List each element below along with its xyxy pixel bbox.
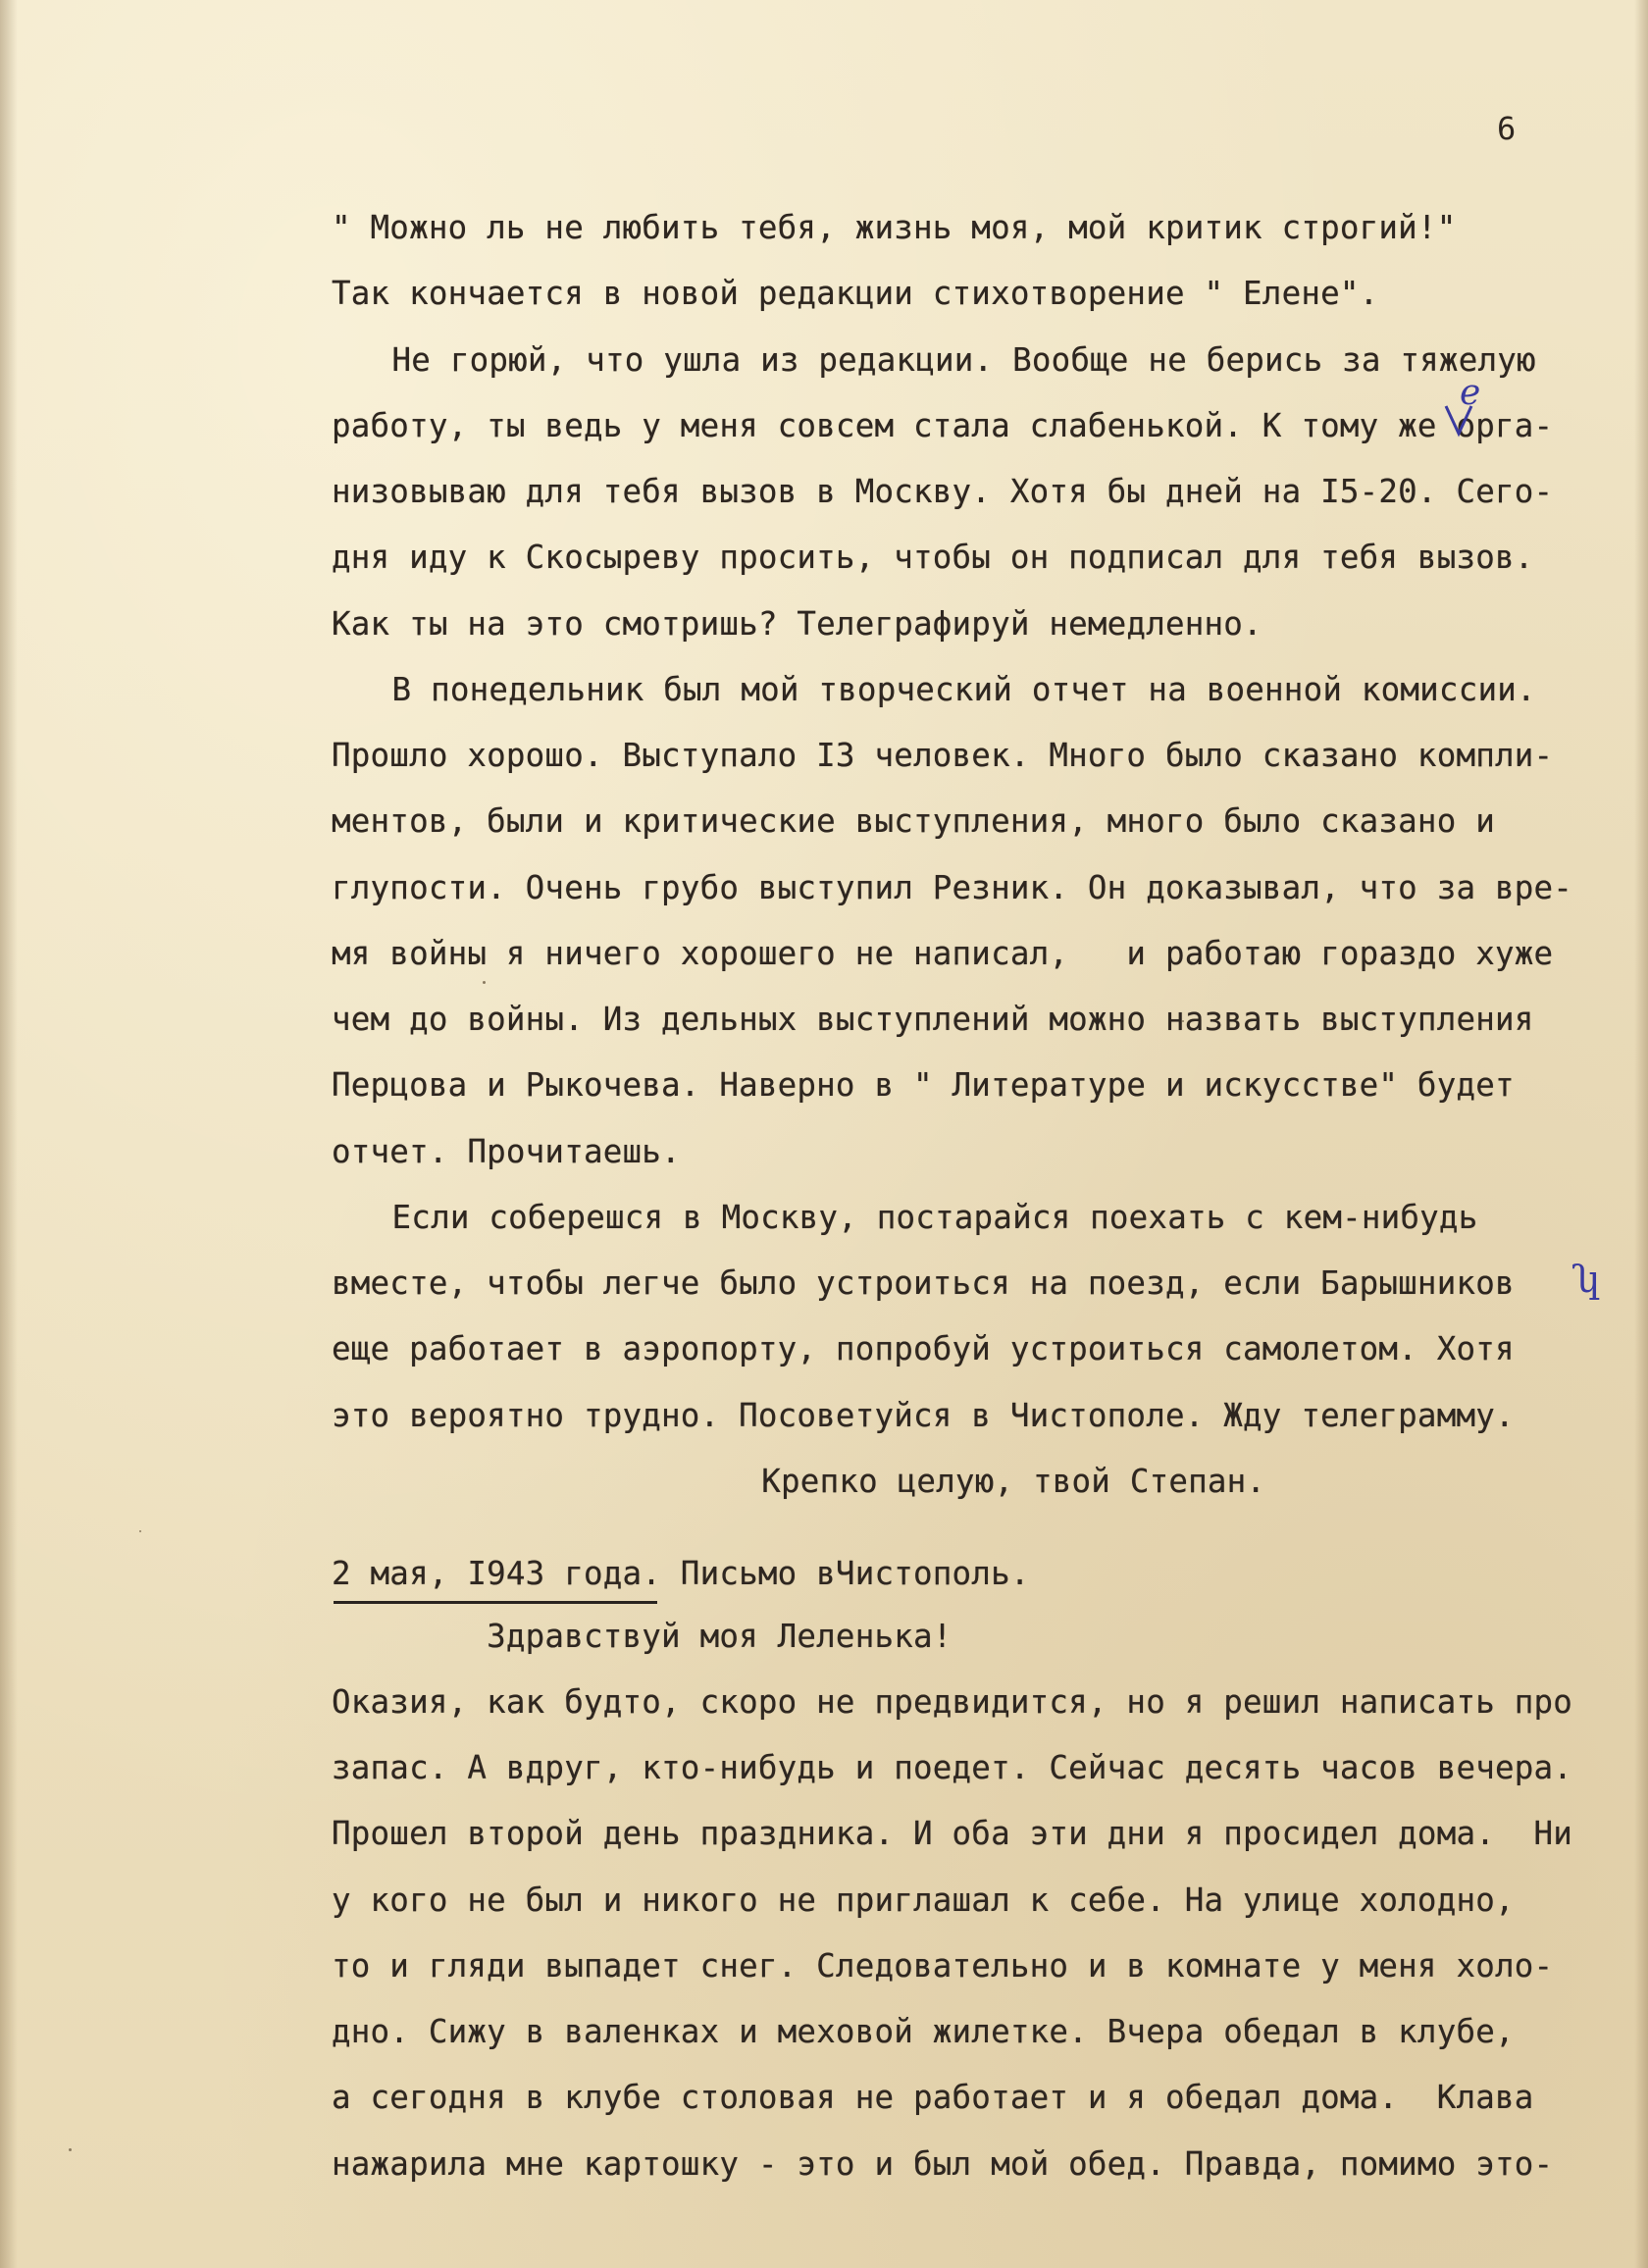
text-line: глупости. Очень грубо выступил Резник. Он доказывал, что за вре- xyxy=(332,869,1573,906)
text-line: работу, ты ведь у меня совсем стала слабенькой. К тому же орга- xyxy=(332,407,1554,444)
signature-line: Крепко целую, твой Степан. xyxy=(451,1463,1266,1500)
handwritten-margin-mark: ʮ xyxy=(1571,1258,1601,1301)
paper-speck xyxy=(139,1530,141,1532)
text-line: это вероятно трудно. Посоветуйся в Чистополе. Жду телеграмму. xyxy=(332,1397,1515,1434)
page-number: 6 xyxy=(1497,110,1517,147)
text-line: чем до войны. Из дельных выступлений можно назвать выступления xyxy=(332,1001,1534,1038)
paper-speck xyxy=(69,2148,72,2151)
text-line: ментов, были и критические выступления, много было сказано и xyxy=(332,802,1495,840)
text-line: Так кончается в новой редакции стихотворение " Елене". xyxy=(332,275,1379,312)
text-line: Как ты на это смотришь? Телеграфируй немедленно. xyxy=(332,605,1262,643)
text-line: Прошел второй день праздника. И оба эти дни я просидел дома. Ни xyxy=(332,1815,1573,1852)
text-line: Перцова и Рыкочева. Наверно в " Литературе и искусстве" будет xyxy=(332,1066,1515,1104)
text-line: мя войны я ничего хорошего не написал, и работаю гораздо хуже xyxy=(332,935,1554,972)
text-line: дно. Сижу в валенках и меховой жилетке. Вчера обедал в клубе, xyxy=(332,2013,1515,2050)
handwritten-correction: е xyxy=(1460,373,1481,413)
text-line: низовываю для тебя вызов в Москву. Хотя бы дней на I5-20. Сего- xyxy=(332,473,1554,510)
letter-date-heading: 2 мая, I943 года. Письмо вЧистополь. xyxy=(332,1555,1030,1592)
text-line: запас. А вдруг, кто-нибудь и поедет. Сейчас десять часов вечера. xyxy=(332,1749,1573,1786)
heading-underline xyxy=(334,1601,657,1604)
text-line: а сегодня в клубе столовая не работает и я обедал дома. Клава xyxy=(332,2079,1534,2116)
text-line: Оказия, как будто, скоро не предвидится, но я решил написать про xyxy=(332,1683,1573,1721)
text-line: Не горюй, что ушла из редакции. Вообще не берись за тяжелую xyxy=(353,341,1536,379)
text-line: " Можно ль не любить тебя, жизнь моя, мой критик строгий!" xyxy=(332,209,1457,246)
letter-greeting: Здравствуй моя Леленька! xyxy=(332,1618,953,1655)
text-line: Если соберешся в Москву, постарайся поехать с кем-нибудь xyxy=(353,1199,1478,1236)
text-line: у кого не был и никого не приглашал к себе. На улице холодно, xyxy=(332,1881,1515,1919)
text-line: отчет. Прочитаешь. xyxy=(332,1133,681,1170)
insertion-caret-icon xyxy=(1442,400,1475,439)
text-line: Прошло хорошо. Выступало I3 человек. Много было сказано компли- xyxy=(332,737,1554,774)
text-line: то и гляди выпадет снег. Следовательно и в комнате у меня холо- xyxy=(332,1947,1554,1984)
paper-speck xyxy=(483,981,486,984)
text-line: еще работает в аэропорту, попробуй устроиться самолетом. Хотя xyxy=(332,1330,1515,1367)
text-line: нажарила мне картошку - это и был мой обед. Правда, помимо это- xyxy=(332,2145,1554,2183)
text-line: дня иду к Скосыреву просить, чтобы он подписал для тебя вызов. xyxy=(332,539,1534,576)
text-line: В понедельник был мой творческий отчет на военной комиссии. xyxy=(353,671,1536,708)
text-line: вместе, чтобы легче было устроиться на поезд, если Барышников xyxy=(332,1264,1515,1302)
